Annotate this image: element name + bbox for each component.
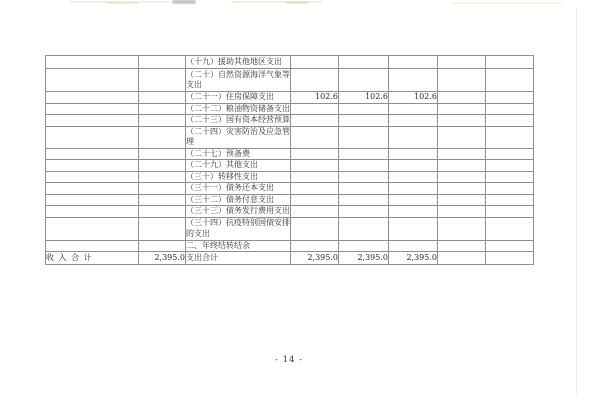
expense-value-cell [389,206,438,218]
expense-value-cell: 2,395.0 [339,252,389,265]
expense-item-cell: （三十）转移性支出 [186,171,291,183]
expense-value-cell [291,240,339,252]
expense-value-cell [438,92,486,104]
expense-value-cell [291,126,339,148]
expense-value-cell [486,160,534,172]
table-row [46,194,534,206]
expense-item-cell: （二十四）灾害防治及应急管理 [186,126,290,146]
expense-value-cell [438,148,486,160]
expense-value-cell [339,115,389,127]
expense-value-cell [291,148,339,160]
table-row [46,103,534,115]
income-item-cell [46,206,139,218]
expense-value-cell [291,206,339,218]
expense-value-cell [486,240,534,252]
table-row [46,69,534,92]
expense-item-cell: （二十一）住房保障支出 [186,92,291,104]
income-item-cell [46,171,139,183]
table-row [46,217,534,240]
expense-item-cell: 支出合计 [186,252,291,265]
expense-value-cell [291,217,339,240]
expense-value-cell [339,148,389,160]
expense-value-cell [389,126,438,148]
expense-value-cell [389,171,438,183]
expense-value-cell: 2,395.0 [389,252,438,265]
expense-value-cell [486,103,534,115]
expense-value-cell [291,183,339,195]
expense-value-cell [438,183,486,195]
income-item-cell [46,92,139,104]
expense-value-cell [291,171,339,183]
expense-item-cell: （三十四）抗疫特别国债安排的支出 [186,217,291,240]
income-value-cell [139,56,186,69]
table-row [46,115,534,127]
page-number: - 14 - [275,355,303,365]
expense-value-cell [339,217,389,240]
expense-item-cell: 二、年终结转结余 [186,240,291,252]
page-edge-line [576,8,577,394]
budget-table [45,55,534,265]
income-item-cell [46,115,139,127]
expense-value-cell [389,217,438,240]
scan-artifact [286,1,308,4]
expense-value-cell: 2,395.0 [291,252,339,265]
scan-artifact [232,1,322,3]
expense-value-cell [486,69,534,92]
expense-value-cell [339,126,389,148]
expense-item-cell: （三十一）债务还本支出 [186,183,291,195]
expense-value-cell [438,69,486,92]
expense-value-cell: 102.6 [389,92,438,104]
expense-value-cell [486,194,534,206]
expense-value-cell [486,148,534,160]
expense-value-cell [438,217,486,240]
expense-value-cell [389,56,438,69]
expense-value-cell [486,252,534,265]
expense-value-cell [486,115,534,127]
income-item-cell [46,183,139,195]
expense-item-cell: （二十）自然资源海洋气象等支出 [186,69,291,92]
expense-value-cell [438,160,486,172]
income-value-cell [139,217,186,240]
expense-item-cell: （三十二）债务付息支出 [186,194,291,206]
expense-value-cell [339,183,389,195]
expense-value-cell [339,171,389,183]
expense-value-cell [339,160,389,172]
expense-item-cell: （三十三）债务发行费用支出 [186,206,290,215]
income-value-cell [139,183,186,195]
expense-value-cell [438,171,486,183]
expense-value-cell [486,171,534,183]
income-item-cell [46,148,139,160]
expense-value-cell [389,240,438,252]
table-row [46,252,534,265]
scan-artifact [452,2,562,4]
table-row [46,183,534,195]
expense-item-cell: （二十三）国有资本经营预算 [186,115,290,124]
expense-value-cell [486,217,534,240]
table-row [46,206,534,218]
expense-value-cell [291,115,339,127]
table-row [46,160,534,172]
expense-value-cell [339,240,389,252]
expense-value-cell [438,126,486,148]
expense-value-cell [291,69,339,92]
expense-value-cell [389,194,438,206]
expense-value-cell [438,103,486,115]
income-item-cell [46,56,139,69]
expense-value-cell [339,206,389,218]
income-item-cell [46,160,139,172]
income-value-cell [139,148,186,160]
table-row [46,240,534,252]
scan-artifact [172,0,196,4]
expense-value-cell: 102.6 [291,92,339,104]
expense-value-cell [291,56,339,69]
table-row [46,148,534,160]
expense-item-cell: （十九）援助其他地区支出 [186,56,291,69]
expense-value-cell [438,252,486,265]
expense-value-cell [486,206,534,218]
expense-value-cell [291,194,339,206]
income-value-cell [139,92,186,104]
income-value-cell [139,126,186,148]
income-value-cell [139,171,186,183]
income-item-cell [46,126,139,148]
expense-value-cell [339,194,389,206]
expense-value-cell [438,56,486,69]
income-item-cell: 收 入 合 计 [46,252,139,265]
expense-value-cell [389,115,438,127]
expense-value-cell [389,183,438,195]
expense-value-cell [438,240,486,252]
income-value-cell [139,160,186,172]
table-row [46,92,534,104]
income-value-cell [139,206,186,218]
income-item-cell [46,194,139,206]
expense-value-cell [291,103,339,115]
expense-value-cell [389,148,438,160]
income-value-cell [139,103,186,115]
income-value-cell [139,115,186,127]
table-row [46,56,534,69]
income-value-cell [139,69,186,92]
expense-value-cell [339,69,389,92]
expense-value-cell [438,206,486,218]
income-item-cell [46,240,139,252]
expense-value-cell [438,115,486,127]
scan-artifact [108,2,138,4]
expense-value-cell [389,160,438,172]
table-row [46,126,534,148]
expense-value-cell [486,92,534,104]
expense-value-cell [339,103,389,115]
expense-value-cell [486,56,534,69]
expense-value-cell: 102.6 [339,92,389,104]
expense-item-cell: （二十七）预备费 [186,148,291,160]
income-value-cell [139,240,186,252]
expense-value-cell [389,103,438,115]
income-item-cell [46,103,139,115]
expense-value-cell [291,160,339,172]
income-item-cell [46,69,139,92]
scan-artifact [70,1,170,3]
expense-value-cell [438,194,486,206]
expense-value-cell [389,69,438,92]
expense-value-cell [486,126,534,148]
expense-item-cell: （二十二）粮油物资储备支出 [186,103,290,113]
expense-item-cell: （二十九）其他支出 [186,160,291,172]
table-row [46,171,534,183]
income-value-cell: 2,395.0 [139,252,186,265]
income-value-cell [139,194,186,206]
income-item-cell [46,217,139,240]
expense-value-cell [486,183,534,195]
expense-value-cell [339,56,389,69]
